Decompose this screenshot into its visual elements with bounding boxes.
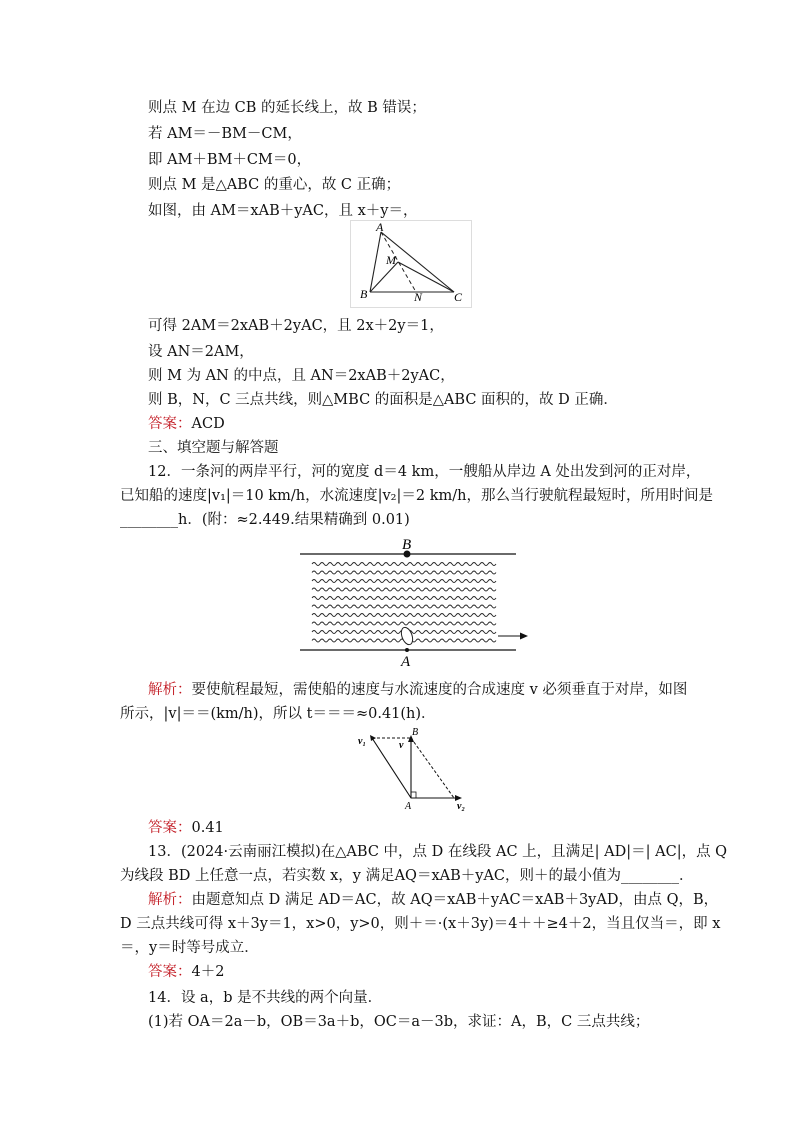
label-v1: v₁ [358, 736, 366, 747]
analysis-label: 解析： [148, 892, 192, 908]
answer-label: 答案： [148, 964, 192, 980]
analysis-12: 所示，|v|＝＝(km/h)，所以 t＝＝＝≈0.41(h)． [120, 706, 436, 722]
triangle-figure [350, 220, 472, 308]
answer-value: 0.41 [191, 820, 224, 836]
text-line: 若 AM＝－BM－CM， [148, 126, 302, 142]
question-13: 为线段 BD 上任意一点，若实数 x，y 满足AQ＝xAB＋yAC，则＋的最小值为________． [120, 868, 694, 884]
question-14: 14．设 a，b 是不共线的两个向量． [148, 990, 383, 1006]
analysis-13 [148, 890, 718, 910]
wave-row [312, 622, 496, 625]
analysis-text: 由题意知点 D 满足 AD＝AC，故 AQ＝xAB＋yAC＝xAB＋3yAD，由点 Q，B， [191, 892, 719, 908]
text-line: 设 AN＝2AM， [148, 344, 254, 360]
river-figure [298, 534, 534, 670]
boat-icon [399, 626, 415, 646]
section-heading: 三、填空题与解答题 [148, 440, 279, 456]
text-line: 可得 2AM＝2xAB＋2yAC，且 2x＋2y＝1， [148, 318, 444, 334]
text-line: 则 B，N，C 三点共线，则△MBC 的面积是△ABC 面积的，故 D 正确． [148, 392, 618, 408]
answer-value: ACD [191, 416, 225, 432]
segment-cm [398, 262, 454, 292]
text-line: 则 M 为 AN 的中点，且 AN＝2xAB＋2yAC， [148, 368, 455, 384]
label-v2: v₂ [457, 801, 465, 812]
text-line: 如图，由 AM＝xAB＋yAC，且 x＋y＝， [148, 203, 418, 219]
analysis-13: ＝，y＝时等号成立． [120, 940, 259, 956]
label-a: A [405, 801, 412, 812]
right-angle-mark [411, 792, 416, 798]
question-13: 13．(2024·云南丽江模拟)在△ABC 中，点 D 在线段 AC 上，且满足| AD|＝| AC|，点 Q [148, 844, 728, 860]
wave-row [312, 597, 496, 600]
text-line: 则点 M 在边 CB 的延长线上，故 B 错误； [148, 100, 426, 116]
answer-1 [148, 414, 225, 434]
label-v: v [399, 740, 404, 751]
dashed-right [411, 738, 454, 798]
wave-row [312, 605, 496, 608]
analysis-text: 要使航程最短，需使船的速度与水流速度的合成速度 v 必须垂直于对岸，如图 [191, 682, 688, 698]
text-line: 即 AM＋BM＋CM＝0， [148, 152, 312, 168]
question-12: 已知船的速度|v₁|＝10 km/h，水流速度|v₂|＝2 km/h，那么当行驶航程最短时，所用时间是 [120, 488, 713, 504]
label-c: C [454, 290, 463, 304]
question-12: ________h．(附：≈2.449.结果精确到 0.01) [120, 512, 410, 528]
question-12: 12．一条河的两岸平行，河的宽度 d＝4 km，一艘船从岸边 A 处出发到河的正对岸， [148, 464, 701, 480]
question-14: (1)若 OA＝2a－b，OB＝3a＋b，OC＝a－3b，求证：A，B，C 三点共线； [148, 1014, 650, 1030]
label-b: B [402, 537, 412, 553]
label-b: B [412, 727, 419, 738]
wave-row [312, 571, 496, 574]
wave-row [312, 588, 496, 591]
answer-label: 答案： [148, 820, 192, 836]
label-b: B [360, 287, 368, 301]
wave-row [312, 614, 496, 617]
vector-v1 [372, 738, 411, 798]
vector-figure [354, 726, 480, 812]
label-n: N [414, 290, 423, 304]
analysis-label: 解析： [148, 682, 192, 698]
analysis-12 [148, 680, 687, 700]
edge-ab [370, 232, 381, 292]
point-a [405, 648, 409, 652]
label-a: A [401, 654, 411, 670]
label-m: M [386, 253, 396, 267]
text-line: 则点 M 是△ABC 的重心，故 C 正确； [148, 177, 401, 193]
answer-label: 答案： [148, 416, 192, 432]
answer-3 [148, 962, 224, 982]
label-a: A [376, 220, 384, 234]
current-arrowhead [520, 633, 528, 640]
wave-row [312, 563, 496, 566]
analysis-13: D 三点共线可得 x＋3y＝1，x>0，y>0，则＋＝·(x＋3y)＝4＋＋≥4＋2，当且仅当＝，即 x [120, 916, 721, 932]
answer-2 [148, 818, 224, 838]
answer-value: 4＋2 [191, 964, 225, 980]
wave-row [312, 580, 496, 583]
